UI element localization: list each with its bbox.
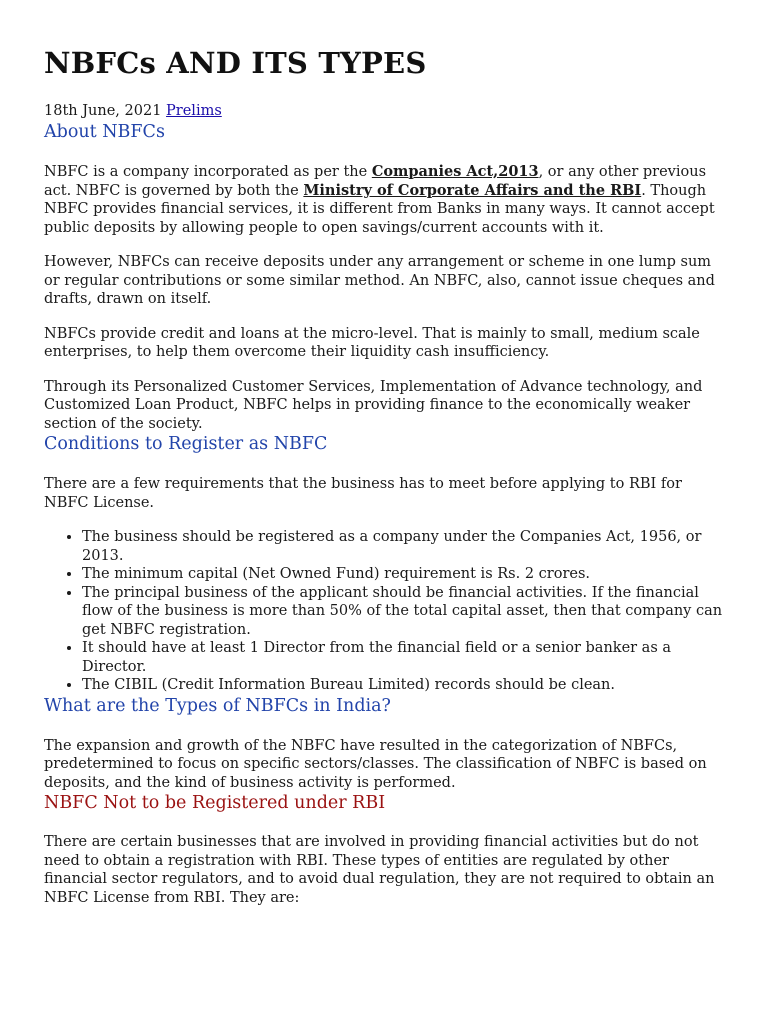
list-item: • The business should be registered as a company under the Companies Act, 1956, or 2013.	[82, 528, 728, 565]
not-registered-intro: There are certain businesses that are involved in providing financial activities but do not need to obtain a registration with RBI. These types of entities are regulated by other financial sector regulators, and to avoid dual regulation, they are not required to obtain an NBFC License from RBI. They are:	[44, 834, 715, 906]
list-item: • The principal business of the applicant should be financial activities. If the financial flow of the business is more than 50% of the total capital asset, then that company can get NBFC registration.	[82, 584, 728, 640]
page-title: NBFCs AND ITS TYPES	[44, 46, 427, 80]
mca-rbi-link[interactable]: Ministry of Corporate Affairs and the RBI	[303, 181, 642, 199]
types-intro: The expansion and growth of the NBFC have resulted in the categorization of NBFCs, predetermined to focus on specific sectors/classes. The classification of NBFC is based on deposits, and the kind of business activity is performed.	[44, 737, 707, 791]
about-paragraph-4: Through its Personalized Customer Services, Implementation of Advance technology, and Customized Loan Product, NBFC helps in providing finance to the economically weaker section of the society.	[44, 378, 703, 432]
about-paragraph-2: However, NBFCs can receive deposits under any arrangement or scheme in one lump sum or regular contributions or some similar method. An NBFC, also, cannot issue cheques and drafts, drawn on itself.	[44, 254, 715, 307]
about-paragraph-3: NBFCs provide credit and loans at the micro-level. That is mainly to small, medium scale enterprises, to help them overcome their liquidity cash insufficiency.	[44, 325, 700, 360]
heading-conditions: Conditions to Register as NBFC	[44, 434, 328, 454]
about-p1-text-c: . Though NBFC provides financial services, it is different from Banks in many ways. It cannot accept public deposits by allowing people to open savings/current accounts with it.	[44, 182, 715, 236]
conditions-intro: There are a few requirements that the business has to meet before applying to RBI for NBFC License.	[44, 476, 682, 511]
dateline	[44, 102, 728, 121]
heading-types: What are the Types of NBFCs in India?	[44, 695, 391, 716]
heading-not-registered: NBFC Not to be Registered under RBI	[44, 793, 386, 813]
list-item: • The CIBIL (Credit Information Bureau Limited) records should be clean.	[82, 676, 728, 695]
list-item: • It should have at least 1 Director from the financial field or a senior banker as a Director.	[82, 639, 728, 676]
category-link-prelims[interactable]: Prelims	[166, 103, 222, 119]
heading-about-nbfcs: About NBFCs	[44, 122, 165, 142]
conditions-list	[44, 528, 728, 695]
about-p1-text-a: NBFC is a company incorporated as per the	[44, 164, 372, 180]
publish-date: 18th June, 2021	[44, 103, 162, 119]
about-paragraph-1	[44, 163, 728, 237]
list-item: • The minimum capital (Net Owned Fund) requirement is Rs. 2 crores.	[82, 565, 728, 584]
companies-act-link[interactable]: Companies Act,2013	[371, 163, 539, 180]
about-p1-text-b: , or any other previous act. NBFC is governed by both the	[44, 164, 707, 199]
